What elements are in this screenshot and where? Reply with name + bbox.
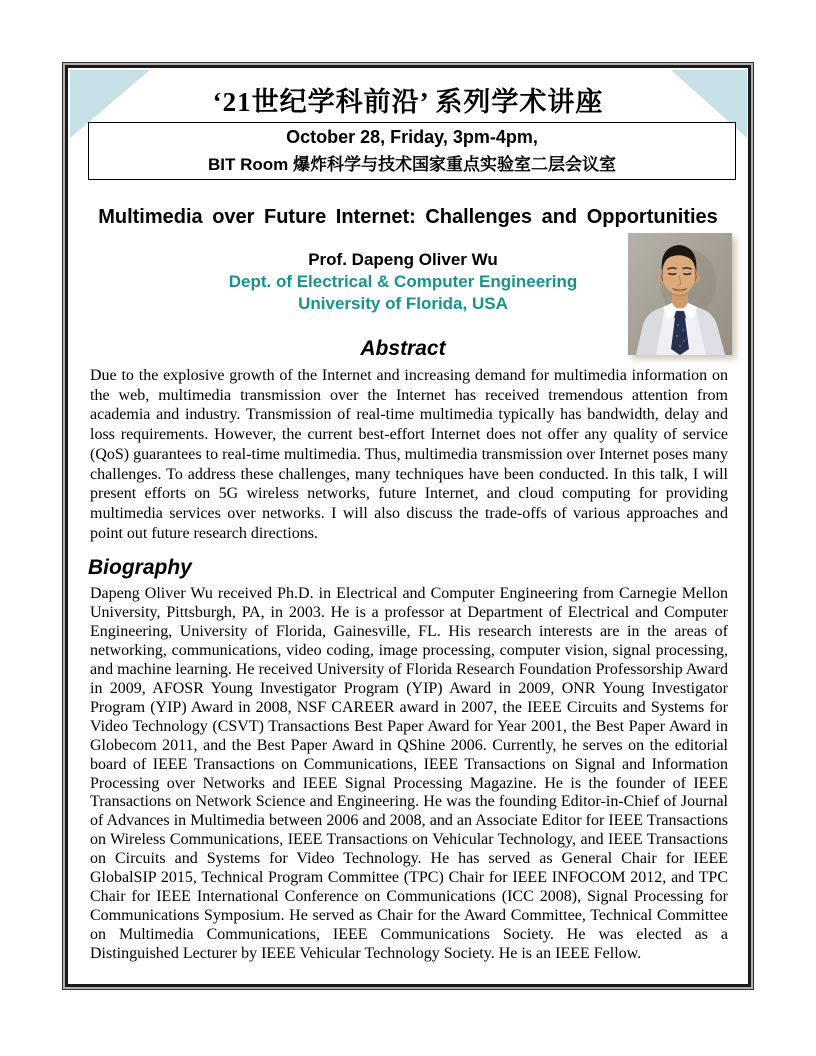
- biography-heading: Biography: [88, 556, 192, 579]
- abstract-heading: Abstract: [360, 337, 446, 360]
- speaker-department: Dept. of Electrical & Computer Engineering: [228, 272, 578, 291]
- talk-title: Multimedia over Future Internet: Challenges and Opportunities: [98, 206, 718, 228]
- speaker-name: Prof. Dapeng Oliver Wu: [308, 250, 498, 269]
- event-datetime: October 28, Friday, 3pm-4pm,: [286, 127, 538, 147]
- biography-body: Dapeng Oliver Wu received Ph.D. in Electrical and Computer Engineering from Carnegie Mellon University, Pittsburgh, PA, in 2003. He is a professor at Department of Electrical and Computer Engineering, University of Florida, Gainesville, FL. His research interests are in the areas of networking, communications, video coding, image processing, computer vision, signal processing, and machine learning. He received University of Florida Research Foundation Professorship Award in 2009, AFOSR Young Investigator Program (YIP) Award in 2009, ONR Young Investigator Program (YIP) Award in 2008, NSF CAREER award in 2007, the IEEE Circuits and Systems for Video Technology (CSVT) Transactions Best Paper Award for Year 2001, the Best Paper Award in Globecom 2011, and the Best Paper Award in QShine 2006. Currently, he serves on the editorial board of IEEE Transactions on Communications, IEEE Transactions on Signal and Information Processing over Networks and IEEE Signal Processing Magazine. He is the founder of IEEE Transactions on Network Science and Engineering. He was the founding Editor-in-Chief of Journal of Advances in Multimedia between 2006 and 2008, and an Associate Editor for IEEE Transactions on Wireless Communications, IEEE Transactions on Vehicular Technology, and IEEE Transactions on Circuits and Systems for Video Technology. He has served as General Chair for IEEE GlobalSIP 2015, Technical Program Committee (TPC) Chair for IEEE INFOCOM 2012, and TPC Chair for IEEE International Conference on Communications (ICC 2008), Signal Processing for Communications Symposium. He served as Chair for the Award Committee, Technical Committee on Multimedia Communications, IEEE Communications Society. He was elected as a Distinguished Lecturer by IEEE Vehicular Technology Society. He is an IEEE Fellow.: [90, 585, 728, 963]
- event-info-box: [88, 122, 736, 180]
- series-title: ‘21世纪学科前沿’ 系列学术讲座: [212, 87, 604, 117]
- event-location: BIT Room 爆炸科学与技术国家重点实验室二层会议室: [208, 155, 616, 174]
- abstract-body: Due to the explosive growth of the Internet and increasing demand for multimedia information on the web, multimedia transmission over the Internet has received tremendous attention from academia and industry. Transmission of real-time multimedia typically has bandwidth, delay and loss requirements. However, the current best-effort Internet does not offer any quality of service (QoS) guarantees to real-time multimedia. Thus, multimedia transmission over Internet poses many challenges. To address these challenges, many techniques have been conducted. In this talk, I will present efforts on 5G wireless networks, future Internet, and cloud computing for providing multimedia services over networks. I will also discuss the trade-offs of various approaches and point out future research directions.: [90, 367, 728, 542]
- speaker-affiliation: University of Florida, USA: [298, 294, 508, 313]
